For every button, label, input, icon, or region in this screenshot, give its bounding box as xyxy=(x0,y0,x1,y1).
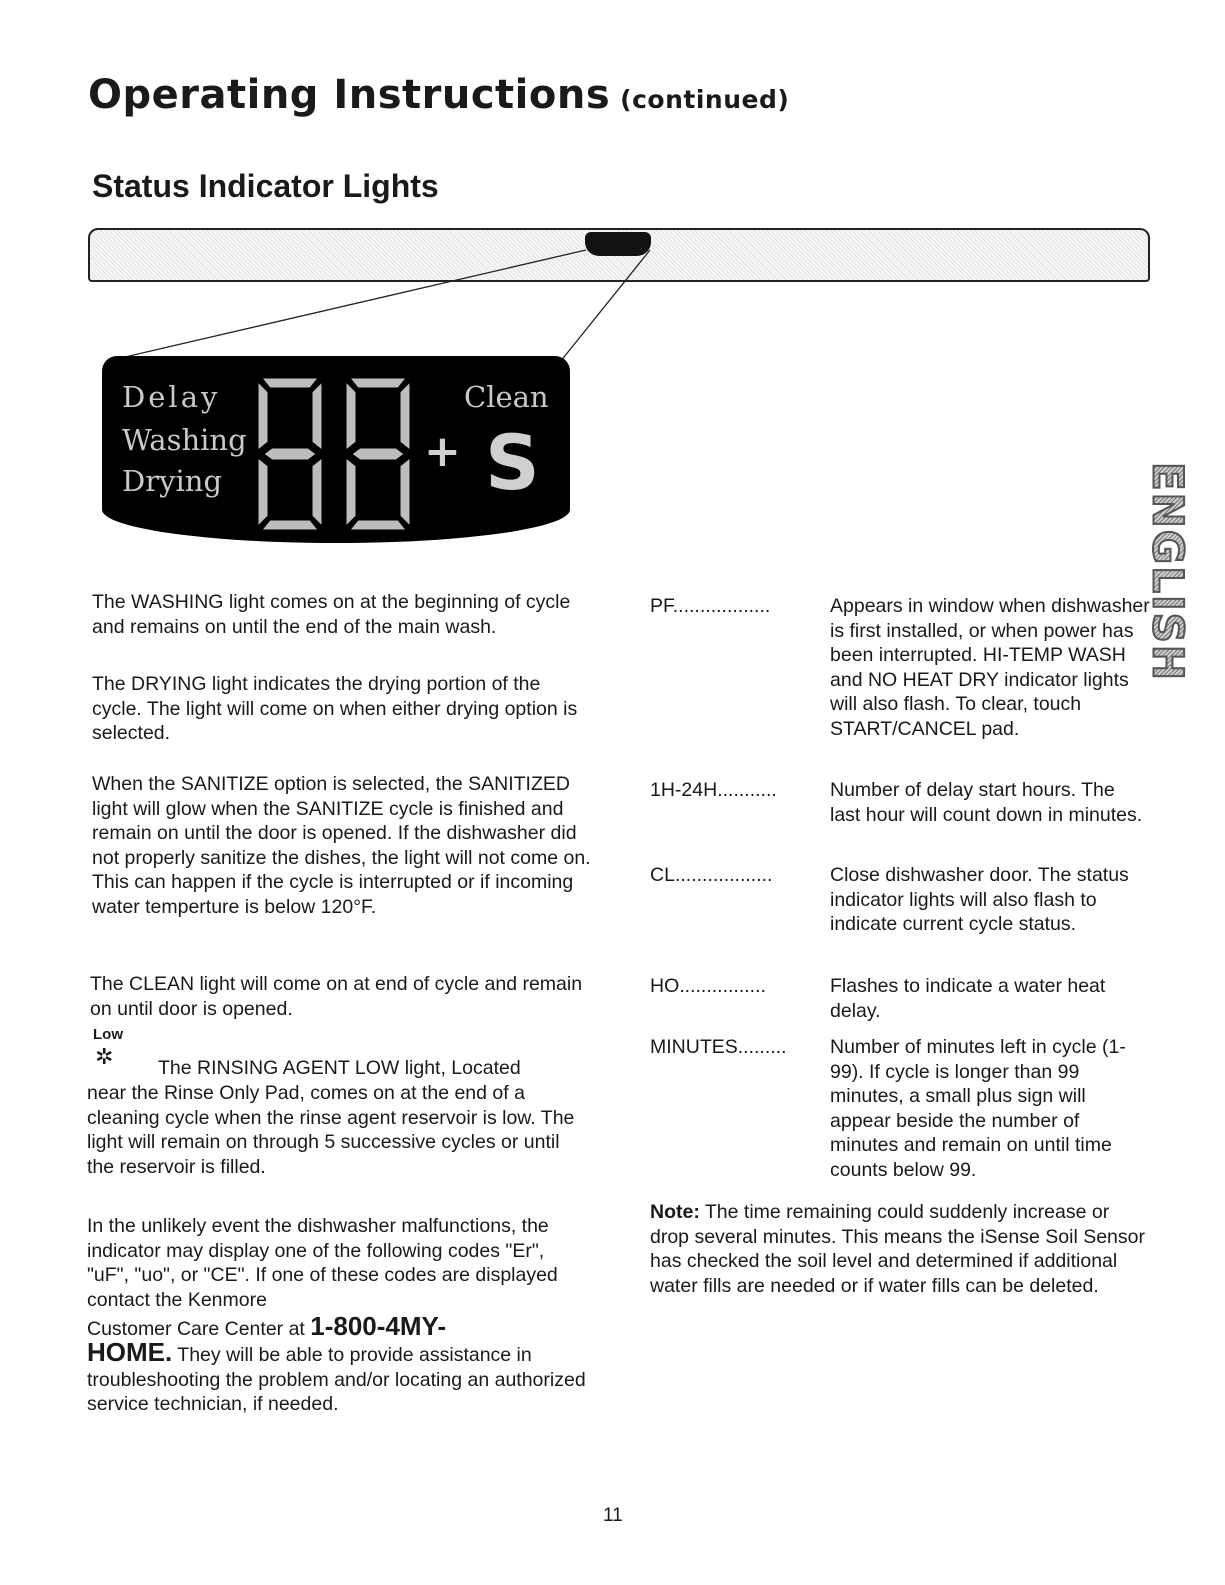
customer-care-continued xyxy=(87,1337,607,1417)
definition-term: HO................ xyxy=(650,975,766,997)
plus-indicator: + xyxy=(424,426,461,477)
definition-text: Appears in window when dishwasher is first installed, or when power has been interrupted. HI-TEMP WASH and NO HEAT DRY indicator lights will also flash. To clear, touch START/CANCEL pad. xyxy=(830,595,1150,740)
page-title xyxy=(88,72,789,118)
phone-number-part-2: HOME. xyxy=(87,1337,173,1367)
drying-paragraph: The DRYING light indicates the drying portion of the cycle. The light will come on when either drying option is selected. xyxy=(92,673,578,744)
definition-term: MINUTES......... xyxy=(650,1036,787,1058)
error-codes-paragraph: In the unlikely event the dishwasher malfunctions, the indicator may display one of the following codes "Er", "uF", "uo", or "CE". If one of these codes are displayed contact the Kenmore xyxy=(87,1215,558,1311)
low-label: Low xyxy=(93,1026,123,1043)
customer-care-text: Customer Care Center at xyxy=(87,1318,311,1340)
page-number: 11 xyxy=(603,1505,623,1526)
definition-text: Number of minutes left in cycle (1-99). If cycle is longer than 99 minutes, a small plus sign will appear beside the number of minutes and remain on until time counts below 99. xyxy=(830,1036,1126,1181)
note-paragraph xyxy=(650,1200,1150,1298)
note-text: The time remaining could suddenly increase or drop several minutes. This means the iSense Soil Sensor has checked the soil level and determined if additional water fills are needed or if water fills can be deleted. xyxy=(650,1201,1145,1297)
sanitize-paragraph: When the SANITIZE option is selected, the SANITIZED light will glow when the SANITIZE cycle is finished and remain on until the door is opened. If the dishwasher did not properly sanitize the dishes, the light will not come on. This can happen if the cycle is interrupted or if incoming water temperture is below 120°F. xyxy=(92,773,591,918)
display-window xyxy=(585,232,651,256)
washing-indicator: Washing xyxy=(122,423,247,457)
rinse-agent-icon: ✲ xyxy=(95,1044,114,1069)
definition-text: Flashes to indicate a water heat delay. xyxy=(830,975,1106,1022)
section-heading: Status Indicator Lights xyxy=(92,168,439,204)
definition-term: 1H-24H........... xyxy=(650,779,777,801)
washing-paragraph: The WASHING light comes on at the beginning of cycle and remains on until the end of the main wash. xyxy=(92,591,571,638)
definition-text: Close dishwasher door. The status indicator lights will also flash to indicate current cycle status. xyxy=(830,864,1129,935)
assistance-text: They will be able to provide assistance in troubleshooting the problem and/or locating an authorized service technician, if needed. xyxy=(87,1344,586,1415)
note-label: Note: xyxy=(650,1201,700,1223)
title-suffix: (continued) xyxy=(620,85,790,114)
definition-term: PF.................. xyxy=(650,595,771,617)
definition-text: Number of delay start hours. The last hour will count down in minutes. xyxy=(830,779,1143,826)
clean-paragraph: The CLEAN light will come on at end of cycle and remain on until door is opened. xyxy=(90,973,583,1020)
rinse-paragraph: near the Rinse Only Pad, comes on at the end of a cleaning cycle when the rinse agent reservoir is low. The light will remain on through 5 successive cycles or until the reservoir is filled. xyxy=(87,1082,575,1178)
rinse-paragraph-lead: The RINSING AGENT LOW light, Located xyxy=(158,1057,521,1079)
clean-indicator: Clean xyxy=(464,380,549,414)
language-tab-label: ENGLISH xyxy=(1143,461,1193,683)
language-tab xyxy=(1143,452,1193,692)
seven-segment-digits xyxy=(250,374,420,534)
delay-indicator: Delay xyxy=(122,380,221,414)
sanitized-indicator: S xyxy=(485,418,540,507)
drying-indicator: Drying xyxy=(122,464,223,498)
title-text: Operating Instructions xyxy=(88,72,611,118)
definition-term: CL.................. xyxy=(650,864,773,886)
phone-number-part-1: 1-800-4MY- xyxy=(310,1311,447,1341)
status-display xyxy=(102,356,570,543)
